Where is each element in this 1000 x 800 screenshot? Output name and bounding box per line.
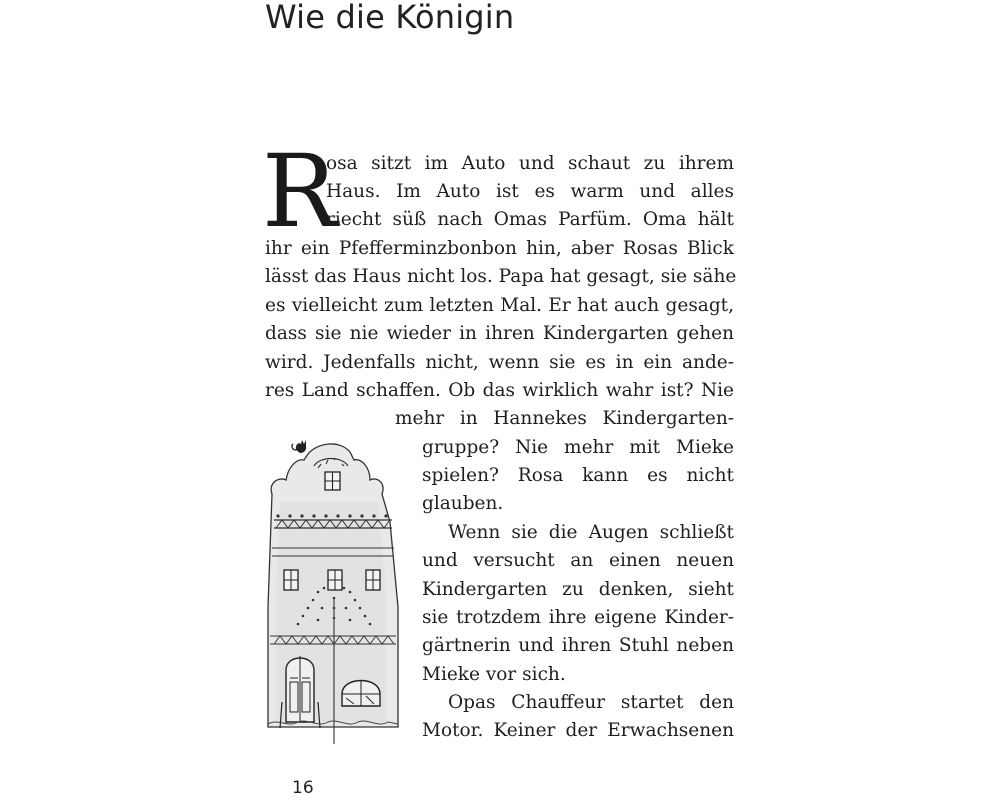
text-line: Wenn sie die Augen schließt [448,522,734,543]
text-line: res Land schaffen. Ob das wirklich wahr ist? Nie [265,380,734,401]
text-line: gruppe? Nie mehr mit Mieke [422,437,734,458]
text-line: mehr in Hannekes Kindergarten- [395,408,734,429]
text-line: Motor. Keiner der Erwachsenen [422,720,734,741]
text-line: und versucht an einen neuen [422,550,734,571]
text-line: glauben. [422,493,504,514]
text-line: spielen? Rosa kann es nicht [422,465,734,486]
text-line: Kindergarten zu denken, sieht [422,579,734,600]
text-line: dass sie nie wieder in ihren Kindergarten gehen [265,323,734,344]
house-illustration [258,432,403,747]
text-line: lässt das Haus nicht los. Papa hat gesagt, sie sähe [265,266,737,287]
text-line: sie trotzdem ihre eigene Kinder- [422,607,734,628]
text-line: Haus. Im Auto ist es warm und alles [326,181,734,202]
text-line: es vielleicht zum letzten Mal. Er hat auch gesagt, [265,295,734,316]
text-line: riecht süß nach Omas Parfüm. Oma hält [326,209,734,230]
chapter-title: Wie die Königin [265,0,515,36]
text-line: wird. Jedenfalls nicht, wenn sie es in ein ande- [265,352,734,373]
drop-cap: R [262,133,338,250]
text-line: gärtnerin und ihren Stuhl neben [422,635,734,656]
text-line: Mieke vor sich. [422,664,566,685]
text-line: osa sitzt im Auto und schaut zu ihrem [326,153,734,174]
text-line: Opas Chauffeur startet den [448,692,734,713]
page-number: 16 [292,778,314,798]
text-line: ihr ein Pfefferminzbonbon hin, aber Rosas Blick [265,238,734,259]
